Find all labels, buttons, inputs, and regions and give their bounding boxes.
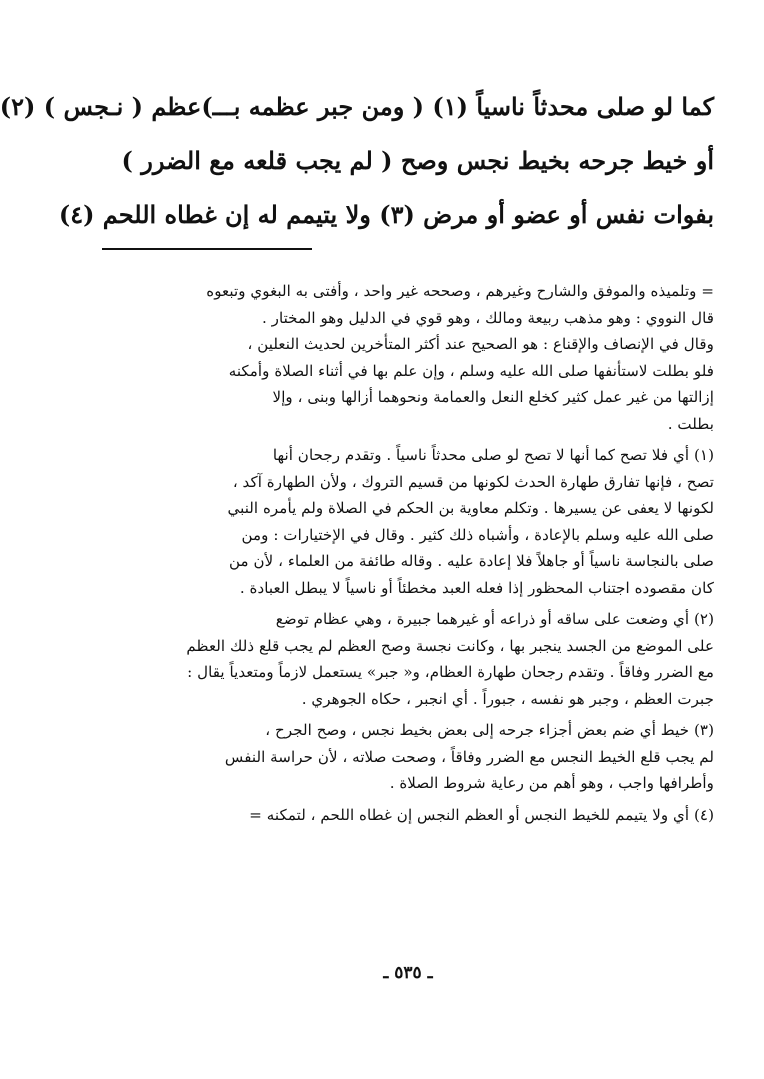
footnote-line: صلى بالنجاسة ناسياً أو جاهلاً فلا إعادة عليه . وقاله طائفة من العلماء ، لأن من — [228, 552, 714, 570]
footnote-line: مع الضرر وفاقاً . وتقدم رجحان طهارة العظام، و« جبر» يستعمل لازماً ومتعدياً يقال : — [187, 663, 714, 681]
main-text — [0, 80, 714, 242]
footnote-line: وأطرافها واجب ، وهو أهم من رعاية شروط الصلاة . — [389, 774, 714, 792]
main-text-line: كما لو صلى محدثاً ناسياً (١) ( ومن جبر عظمه بـــ)عظم ( نـجس ) (٢) — [0, 92, 714, 121]
footnotes — [102, 278, 714, 833]
main-text-line: بفوات نفس أو عضو أو مرض (٣) ولا يتيمم له إن غطاه اللحم (٤) — [58, 200, 714, 229]
footnote-3 — [102, 717, 714, 797]
footnote-line: إزالتها من غير عمل كثير كخلع النعل والعمامة ونحوهما أزالها وبنى ، وإلا — [272, 388, 714, 406]
footnote-line: قال النووي : وهو مذهب ربيعة ومالك ، وهو قوي في الدليل وهو المختار . — [261, 308, 714, 327]
footnote-line: فلو بطلت لاستأنفها صلى الله عليه وسلم ، وإن علم بها في أثناء الصلاة وأمكنه — [228, 361, 714, 380]
footnote-line: لكونها لا يعفى عن يسيرها . وتكلم معاوية بن الحكم في الصلاة ولم يأمره النبي — [227, 499, 714, 517]
footnote-line: وقال في الإنصاف والإقناع : هو الصحيح عند أكثر المتأخرين لحديث النعلين ، — [247, 335, 714, 353]
footnote-1 — [102, 442, 714, 601]
footnote-line: (٣) خيط أي ضم بعض أجزاء جرحه إلى بعض بخيط نجس ، وصح الجرح ، — [265, 721, 714, 739]
footnote-line: بطلت . — [667, 414, 714, 433]
page-number: ـ ٥٣٥ ـ — [383, 963, 433, 983]
footnote-line: (٢) أي وضعت على ساقه أو ذراعه أو غيرهما جبيرة ، وهي عظام توضع — [275, 610, 714, 628]
footnote-line: (١) أي فلا تصح كما أنها لا تصح لو صلى محدثاً ناسياً . وتقدم رجحان أنها — [272, 446, 714, 464]
footnote-line: (٤) أي ولا يتيمم للخيط النجس أو العظم النجس إن غطاه اللحم ، لتمكنه = — [249, 805, 714, 824]
footnote-line: لم يجب قلع الخيط النجس مع الضرر وفاقاً ، وصحت صلاته ، لأن حراسة النفس — [224, 747, 714, 766]
footnote-line: على الموضع من الجسد ينجبر بها ، وكانت نجسة وصح العظم لم يجب قلع ذلك العظم — [186, 636, 714, 655]
footnote-4 — [102, 802, 714, 829]
footnote-line: جبرت العظم ، وجبر هو نفسه ، جبوراً . أي انجبر ، حكاه الجوهري . — [301, 689, 714, 708]
footnote-line: = وتلميذه والموفق والشارح وغيرهم ، وصححه غير واحد ، وأفتى به البغوي وتبعوه — [206, 282, 714, 300]
footnote-line: كان مقصوده اجتناب المحظور إذا فعله العبد مخطئاً أو ناسياً لا يبطل العبادة . — [239, 578, 714, 597]
footnote-separator — [102, 248, 312, 250]
main-text-line: أو خيط جرحه بخيط نجس وصح ( لم يجب قلعه مع الضرر ) — [121, 146, 714, 175]
footnote-2 — [102, 606, 714, 712]
footnote-continuation — [102, 278, 714, 437]
footnote-line: صلى الله عليه وسلم بالإعادة ، وأشباه ذلك كثير . وقال في الإختيارات : ومن — [241, 525, 714, 544]
footnote-line: تصح ، فإنها تفارق طهارة الحدث لكونها من قسيم التروك ، ولأن الطهارة آكد ، — [232, 472, 714, 491]
